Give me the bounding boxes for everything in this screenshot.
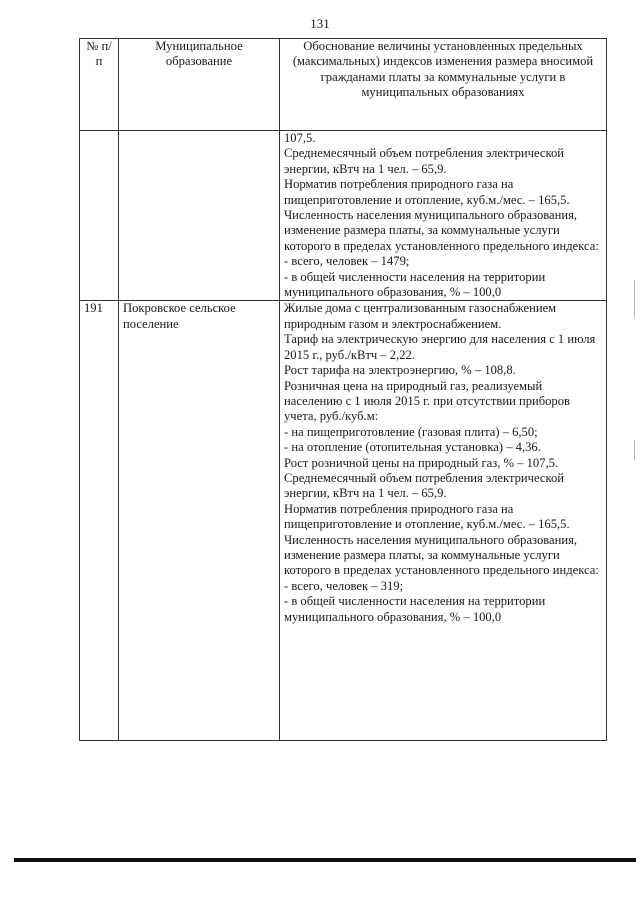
text-line: - всего, человек – 319; — [284, 578, 404, 593]
scan-edge-mark — [634, 280, 635, 318]
text-line: 107,5. — [284, 131, 316, 145]
text-line: Среднемесячный объем потребления электрической энергии, кВтч на 1 чел. – 65,9. — [284, 470, 564, 501]
text-line: Среднемесячный объем потребления электрической энергии, кВтч на 1 чел. – 65,9. — [284, 146, 564, 176]
text-line: Розничная цена на природный газ, реализуемый населению с 1 июля 2015 г. при отсутствии приборов учета, руб./куб.м: — [284, 378, 570, 424]
text-line: - в общей численности населения на территории муниципального образования, % – 100,0 — [284, 594, 546, 624]
text-line: Жилые дома с централизованным газоснабжением природным газом и электроснабжением. — [284, 301, 557, 331]
text-line: - на пищеприготовление (газовая плита) – 6,50; — [284, 424, 538, 439]
page-number: 131 — [310, 16, 330, 31]
text-line: Рост тарифа на электроэнергию, % – 108,8. — [284, 363, 516, 378]
table-header-row — [80, 39, 607, 131]
text-line: Численность населения муниципального образования, изменение размера платы, за коммунальные услуги которого в пределах установленного предельного индекса: — [284, 532, 599, 578]
text-line: Рост розничной цены на природный газ, % – 107,5. — [284, 455, 559, 470]
table-row-continued — [80, 131, 607, 301]
text-line: - всего, человек – 1479; — [284, 254, 410, 269]
municipality-name: Покровское сельское поселение — [119, 301, 280, 741]
continued-num-cell — [80, 131, 119, 301]
continued-municipality-cell — [119, 131, 280, 301]
row-number: 191 — [80, 301, 119, 741]
text-line: - в общей численности населения на территории муниципального образования, % – 100,0 — [284, 269, 546, 300]
header-municipality: Муниципальное образование — [119, 39, 280, 131]
bottom-rule — [14, 858, 636, 862]
header-num: № п/п — [80, 39, 119, 131]
text-line: Норматив потребления природного газа на пищеприготовление и отопление, куб.м./мес. – 165,5. — [284, 177, 570, 207]
indices-table — [79, 38, 607, 741]
scan-edge-mark — [634, 440, 635, 460]
text-line: Норматив потребления природного газа на пищеприготовление и отопление, куб.м./мес. – 165,5. — [284, 501, 570, 532]
text-line: Тариф на электрическую энергию для населения с 1 июля 2015 г., руб./кВтч – 2,22. — [284, 332, 596, 362]
text-line: - на отопление (отопительная установка) – 4,36. — [284, 440, 541, 455]
table-row-191 — [80, 301, 607, 741]
text-line: Численность населения муниципального образования, изменение размера платы, за коммунальные услуги которого в пределах установленного предельного индекса: — [284, 208, 599, 253]
header-justification: Обоснование величины установленных предельных (максимальных) индексов изменения размера вносимой гражданами платы за коммунальные услуги в муниципальных образованиях — [280, 39, 607, 131]
continued-justification-cell — [280, 131, 607, 301]
justification-cell — [280, 301, 607, 741]
